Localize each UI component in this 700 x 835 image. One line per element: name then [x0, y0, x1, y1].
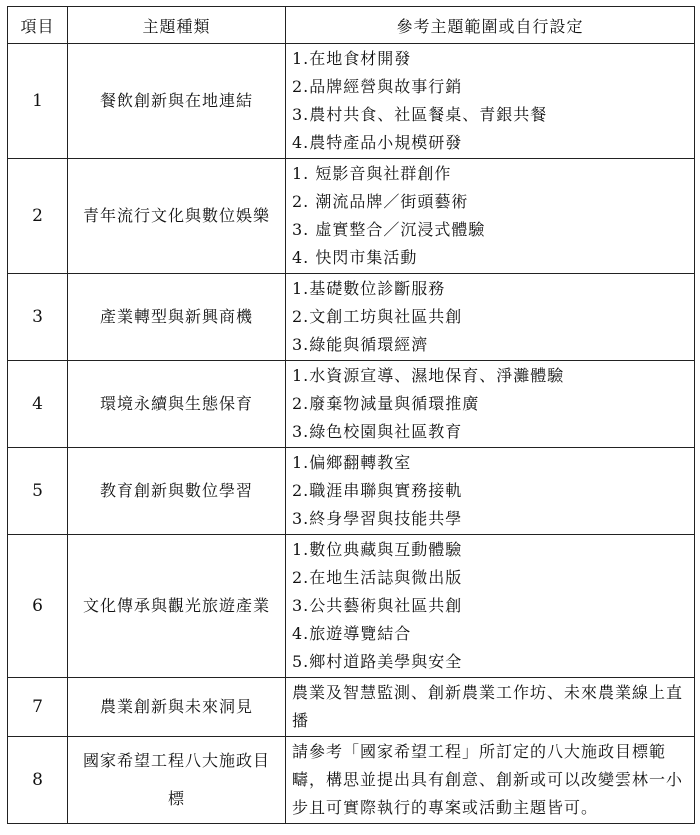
row-number: 1 [8, 44, 68, 159]
table-row [8, 159, 695, 274]
topic-name: 國家希望工程八大施政目標 [68, 737, 286, 824]
scope-item: 4. 快閃市集活動 [292, 248, 418, 267]
scope-item: 1.在地食材開發 [292, 49, 412, 68]
scope-text [286, 678, 695, 737]
table-row [8, 274, 695, 361]
topic-name: 餐飲創新與在地連結 [68, 44, 286, 159]
header-scope: 參考主題範圍或自行設定 [286, 7, 695, 44]
scope-paragraph: 請參考「國家希望工程」所訂定的八大施政目標範疇，構思並提出具有創意、創新或可以改變雲林一小步且可實際執行的專案或活動主題皆可。 [292, 742, 684, 817]
scope-list [286, 274, 695, 361]
scope-list [286, 44, 695, 159]
scope-item: 2.職涯串聯與實務接軌 [292, 481, 463, 500]
scope-item: 2.廢棄物減量與循環推廣 [292, 394, 480, 413]
scope-item: 1. 短影音與社群創作 [292, 164, 452, 183]
table-row [8, 448, 695, 535]
scope-item: 4.旅遊導覽結合 [292, 624, 412, 643]
scope-item: 1.偏鄉翻轉教室 [292, 453, 412, 472]
scope-item: 2.品牌經營與故事行銷 [292, 77, 463, 96]
row-number: 2 [8, 159, 68, 274]
topic-name: 農業創新與未來洞見 [68, 678, 286, 737]
topics-table [7, 6, 695, 824]
scope-item: 3. 虛實整合／沉浸式體驗 [292, 220, 486, 239]
table-row [8, 361, 695, 448]
topic-name: 教育創新與數位學習 [68, 448, 286, 535]
scope-item: 5.鄉村道路美學與安全 [292, 652, 463, 671]
row-number: 3 [8, 274, 68, 361]
scope-paragraph: 農業及智慧監測、創新農業工作坊、未來農業線上直播 [292, 683, 684, 730]
scope-item: 1.基礎數位診斷服務 [292, 279, 446, 298]
scope-list [286, 535, 695, 678]
row-number: 8 [8, 737, 68, 824]
scope-list [286, 361, 695, 448]
topic-name: 青年流行文化與數位娛樂 [68, 159, 286, 274]
scope-text [286, 737, 695, 824]
scope-item: 3.公共藝術與社區共創 [292, 596, 463, 615]
scope-item: 2.文創工坊與社區共創 [292, 307, 463, 326]
table-row [8, 737, 695, 824]
topic-name: 產業轉型與新興商機 [68, 274, 286, 361]
table-row [8, 44, 695, 159]
table-row [8, 535, 695, 678]
row-number: 7 [8, 678, 68, 737]
row-number: 4 [8, 361, 68, 448]
header-row [8, 7, 695, 44]
scope-item: 3.綠能與循環經濟 [292, 335, 429, 354]
header-topic: 主題種類 [68, 7, 286, 44]
scope-item: 4.農特產品小規模研發 [292, 133, 463, 152]
scope-item: 3.綠色校園與社區教育 [292, 422, 463, 441]
table-row [8, 678, 695, 737]
row-number: 5 [8, 448, 68, 535]
topic-name: 文化傳承與觀光旅遊產業 [68, 535, 286, 678]
scope-item: 1.數位典藏與互動體驗 [292, 540, 463, 559]
scope-item: 3.農村共食、社區餐桌、青銀共餐 [292, 105, 548, 124]
scope-item: 3.終身學習與技能共學 [292, 509, 463, 528]
row-number: 6 [8, 535, 68, 678]
scope-item: 2.在地生活誌與微出版 [292, 568, 463, 587]
scope-item: 1.水資源宣導、濕地保育、淨灘體驗 [292, 366, 565, 385]
scope-list [286, 159, 695, 274]
scope-list [286, 448, 695, 535]
header-item: 項目 [8, 7, 68, 44]
scope-item: 2. 潮流品牌／街頭藝術 [292, 192, 469, 211]
topic-name: 環境永續與生態保育 [68, 361, 286, 448]
